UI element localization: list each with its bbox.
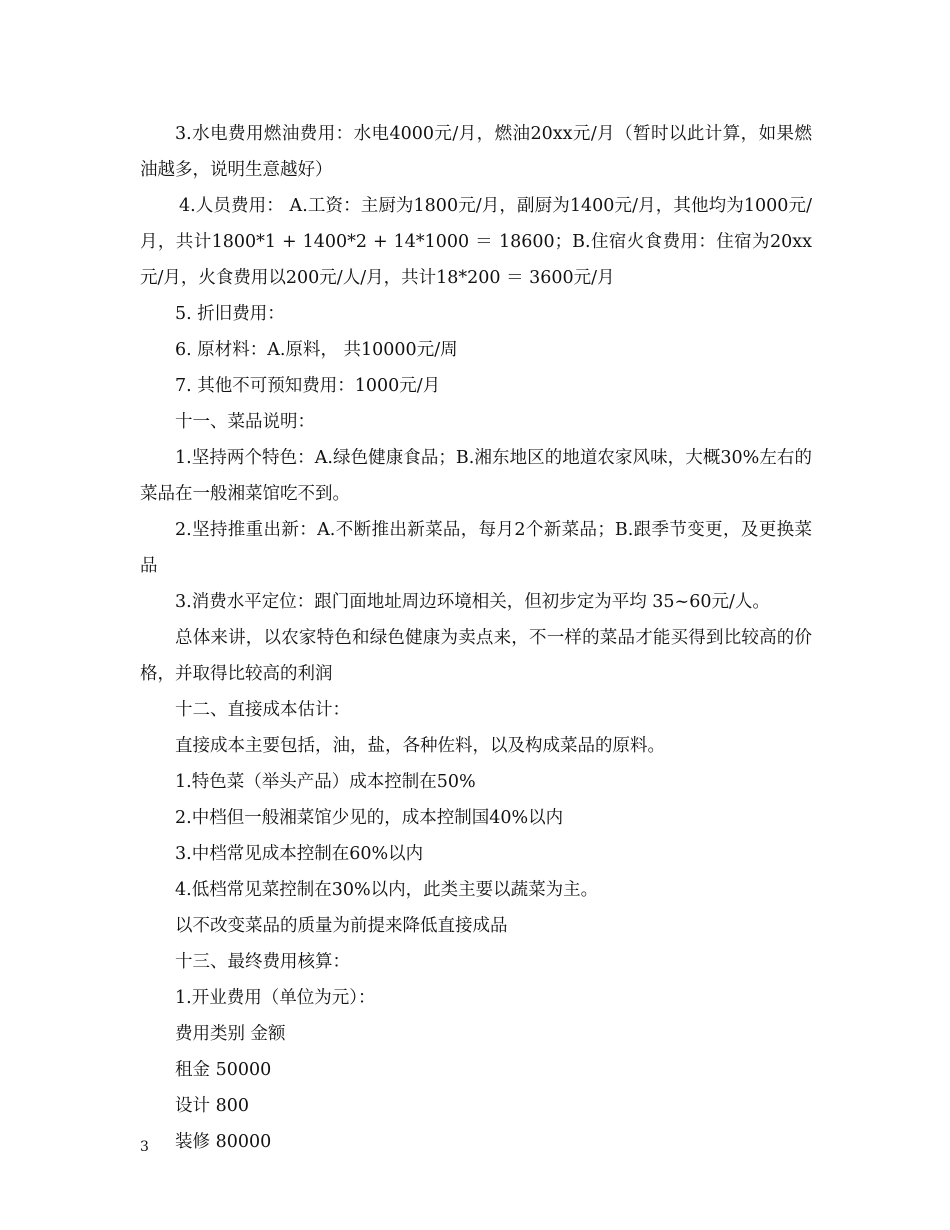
page-number: 3	[140, 1139, 149, 1155]
paragraph-summary: 总体来讲，以农家特色和绿色健康为卖点来，不一样的菜品才能买得到比较高的价格，并取得比较高的利润	[140, 628, 812, 684]
paragraph-cost-item-3: 3.中档常见成本控制在60%以内	[175, 844, 424, 864]
section-heading-final-accounting: 十三、最终费用核算：	[175, 952, 350, 972]
paragraph-cost-principle: 以不改变菜品的质量为前提来降低直接成品	[175, 916, 508, 936]
paragraph-other-costs: 7. 其他不可预知费用：1000元/月	[175, 376, 441, 396]
table-header-row: 费用类别 金额	[175, 1024, 286, 1044]
paragraph-direct-cost-intro: 直接成本主要包括，油，盐，各种佐料，以及构成菜品的原料。	[175, 736, 665, 756]
document-body	[140, 116, 812, 1160]
paragraph-cost-item-2: 2.中档但一般湘菜馆少见的，成本控制国40%以内	[175, 808, 564, 828]
table-row-rent: 租金 50000	[175, 1060, 272, 1080]
section-heading-dish-description: 十一、菜品说明：	[175, 412, 315, 432]
paragraph-cost-item-1: 1.特色菜（举头产品）成本控制在50%	[175, 772, 476, 792]
section-heading-direct-cost: 十二、直接成本估计：	[175, 700, 350, 720]
paragraph-cost-item-4: 4.低档常见菜控制在30%以内，此类主要以蔬菜为主。	[175, 880, 599, 900]
table-row-design: 设计 800	[175, 1096, 249, 1116]
paragraph-utility-fuel-costs: 3.水电费用燃油费用：水电4000元/月，燃油20xx元/月（暂时以此计算，如果燃油越多，说明生意越好）	[140, 124, 812, 180]
paragraph-two-features: 1.坚持两个特色：A.绿色健康食品；B.湘东地区的地道农家风味，大概30%左右的菜品在一般湘菜馆吃不到。	[140, 448, 812, 504]
paragraph-personnel-costs: 4.人员费用： A.工资：主厨为1800元/月，副厨为1400元/月，其他均为1000元/月，共计1800*1 + 1400*2 + 14*1000 ＝ 18600；B.住宿火食费用：住宿为20xx元/月，火食费用以200元/人/月，共计18*200 ＝ 3600元/月	[140, 196, 812, 288]
table-row-decoration: 装修 80000	[175, 1132, 272, 1152]
paragraph-price-positioning: 3.消费水平定位：跟门面地址周边环境相关，但初步定为平均 35~60元/人。	[175, 592, 770, 612]
paragraph-new-dishes: 2.坚持推重出新：A.不断推出新菜品，每月2个新菜品；B.跟季节变更，及更换菜品	[140, 520, 812, 576]
paragraph-opening-costs: 1.开业费用（单位为元）：	[175, 988, 376, 1008]
paragraph-depreciation: 5. 折旧费用：	[175, 304, 285, 324]
paragraph-raw-materials: 6. 原材料：A.原料， 共10000元/周	[175, 340, 458, 360]
